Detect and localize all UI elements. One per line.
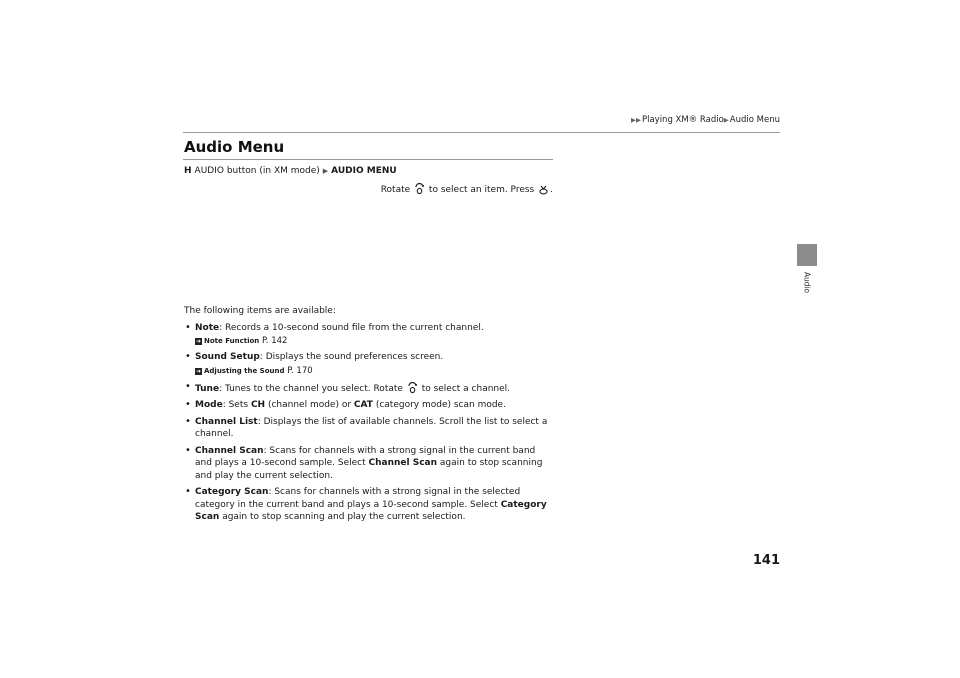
page-reference[interactable]: [195, 365, 554, 377]
item-term-inline: CAT: [353, 400, 373, 410]
title-divider: [183, 159, 553, 160]
item-term: Category Scan: [195, 487, 269, 497]
selector-knob-press-icon: [537, 182, 550, 195]
arrow-right-icon: ▶: [322, 167, 329, 175]
reference-label: Adjusting the Sound: [204, 366, 285, 375]
item-desc: : Sets: [222, 400, 249, 410]
intro-text: The following items are available:: [184, 306, 336, 316]
item-desc: again to stop scanning and play the current selection.: [222, 512, 466, 522]
item-desc: (category mode) scan mode.: [375, 400, 506, 410]
item-desc: : Displays the list of available channels. Scroll the list to select a channel.: [195, 416, 548, 439]
arrow-right-icon: ▶▶: [630, 116, 641, 124]
item-desc: again to stop scanning and play the current selection.: [195, 458, 543, 481]
item-term-inline: Channel Scan: [368, 458, 438, 468]
section-tab: [797, 244, 817, 266]
list-item: [184, 381, 554, 396]
reference-label: Note Function: [204, 337, 260, 345]
item-desc: : Scans for channels with a strong signal in the current band and plays a 10-second sample. Select: [195, 445, 536, 468]
item-desc: (channel mode) or: [267, 400, 352, 410]
item-desc: : Tunes to the channel you select. Rotate: [219, 383, 403, 394]
item-desc: : Records a 10-second sound file from the current channel.: [219, 322, 484, 333]
breadcrumb-current: Audio Menu: [729, 115, 780, 125]
page-number: 141: [752, 553, 780, 568]
item-term: Tune: [195, 383, 220, 394]
arrow-right-icon: ▶: [723, 116, 729, 124]
nav-path-text: AUDIO button (in XM mode): [194, 166, 320, 176]
breadcrumb: [614, 115, 780, 125]
menu-items-list: [184, 322, 554, 524]
list-item: [184, 486, 554, 524]
rotate-instruction: [250, 182, 553, 195]
item-term-inline: Category Scan: [195, 499, 547, 522]
item-term: Note: [195, 322, 220, 333]
list-item: [184, 445, 554, 483]
header-divider: [183, 132, 780, 133]
page-reference[interactable]: [195, 335, 554, 347]
selector-knob-rotate-icon: [406, 381, 419, 394]
item-desc: : Displays the sound preferences screen.: [259, 352, 444, 362]
item-term: Channel List: [195, 416, 258, 427]
list-item: [184, 351, 554, 377]
home-path-icon: H: [184, 166, 192, 176]
item-term: Mode: [195, 400, 223, 410]
section-label: Audio: [802, 271, 812, 294]
item-desc: : Scans for channels with a strong signal in the selected category in the current band and plays a 10-second sample. Select: [195, 487, 521, 510]
reference-page: P. 170: [287, 365, 313, 376]
item-term: Channel Scan: [195, 445, 264, 456]
rotate-instruction-middle: to select an item. Press: [428, 185, 535, 195]
breadcrumb-parent: Playing XM® Radio: [641, 115, 724, 125]
reference-page: P. 142: [262, 336, 288, 346]
item-term: Sound Setup: [195, 352, 260, 362]
page-title: Audio Menu: [184, 138, 285, 156]
rotate-instruction-before: Rotate: [380, 185, 411, 195]
item-desc: to select a channel.: [421, 383, 511, 394]
list-item: [184, 399, 554, 412]
navigation-path: [184, 166, 397, 176]
list-item: [184, 416, 554, 441]
nav-path-target: AUDIO MENU: [331, 166, 397, 176]
item-term-inline: CH: [250, 400, 266, 410]
list-item: [184, 322, 554, 348]
main-content: [184, 305, 554, 528]
selector-knob-rotate-icon: [413, 182, 426, 195]
rotate-instruction-after: .: [550, 185, 553, 195]
reference-arrow-icon: ➜: [195, 367, 202, 375]
reference-arrow-icon: ➜: [195, 338, 202, 345]
